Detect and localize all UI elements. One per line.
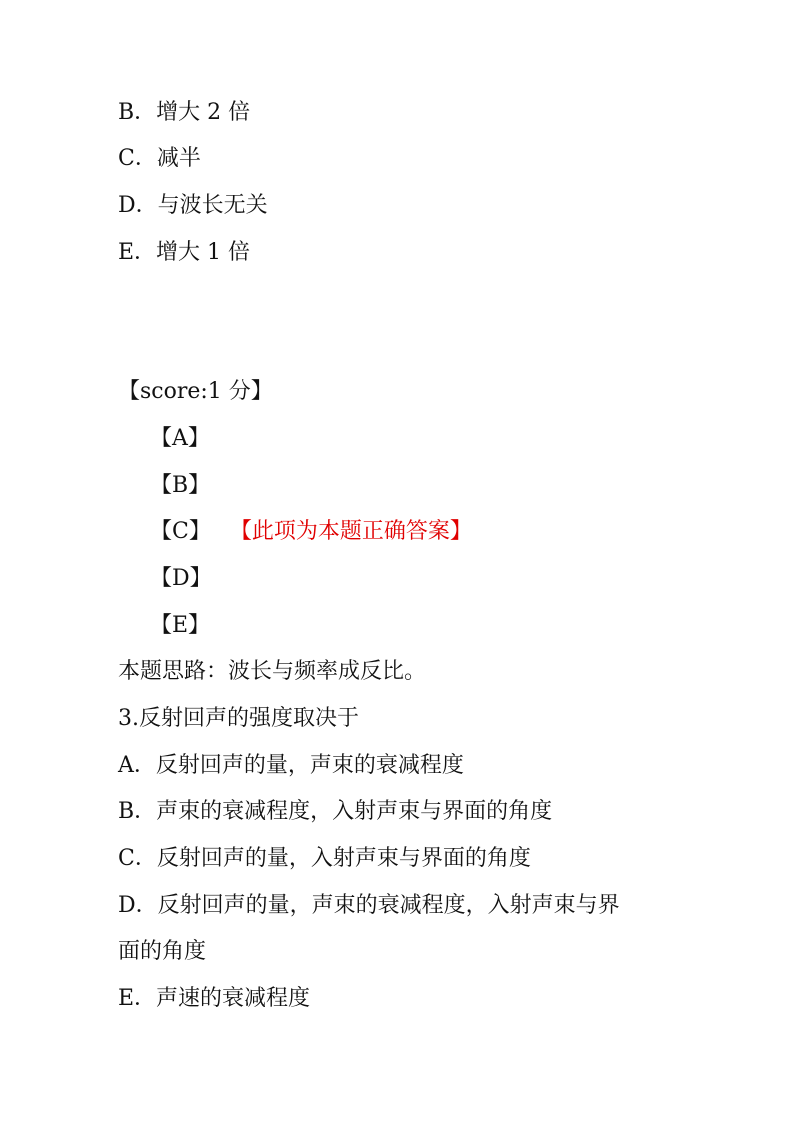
question-3-option-c: C．反射回声的量，入射声束与界面的角度: [118, 846, 531, 871]
answer-choice-c-row: [150, 517, 472, 547]
option-d: D．与波长无关: [118, 193, 268, 218]
option-e: E．增大 1 倍: [118, 240, 251, 265]
question-3-option-d-continued: 面的角度: [118, 939, 207, 964]
question-3-option-d: D．反射回声的量，声束的衰减程度，入射声束与界: [118, 893, 620, 918]
correct-answer-note: 【此项为本题正确答案】: [240, 519, 472, 544]
question-3-option-e: E．声速的衰减程度: [118, 986, 311, 1011]
answer-choice-d: 【D】: [150, 566, 212, 591]
score-label: 【score:1 分】: [118, 379, 273, 404]
question-3-option-a: A．反射回声的量，声束的衰减程度: [118, 753, 464, 778]
answer-choice-c: 【C】: [150, 519, 211, 544]
explanation: 本题思路：波长与频率成反比。: [118, 659, 427, 684]
question-3-option-b: B．声束的衰减程度，入射声束与界面的角度: [118, 799, 553, 824]
answer-choice-e: 【E】: [150, 613, 211, 638]
option-b: B．增大 2 倍: [118, 100, 251, 125]
option-c: C．减半: [118, 146, 201, 171]
answer-choice-b: 【B】: [150, 473, 211, 498]
question-3-stem: 3.反射回声的强度取决于: [118, 706, 359, 731]
answer-choice-a: 【A】: [150, 426, 210, 451]
